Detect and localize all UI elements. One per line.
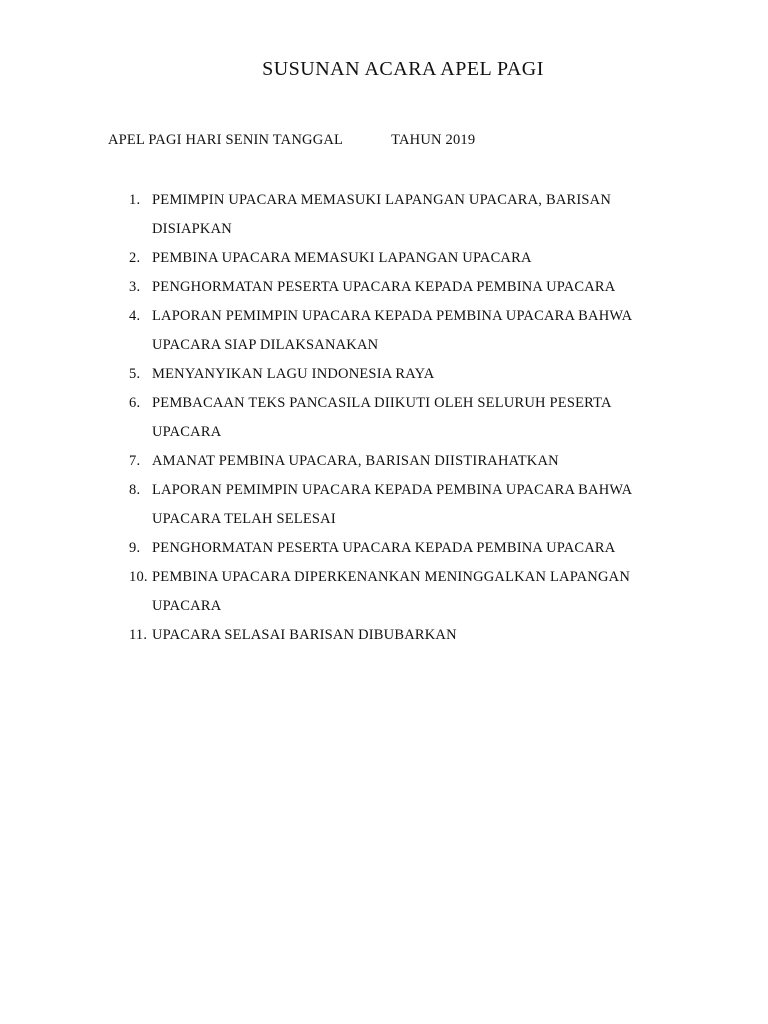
subheading-date-label: APEL PAGI HARI SENIN TANGGAL [108,132,344,148]
list-item-number: 1. [129,192,141,208]
list-item-number: 10. [129,569,148,585]
list-item [0,563,768,621]
list-item [0,476,768,534]
list-item-text: PEMBINA UPACARA MEMASUKI LAPANGAN UPACARA [152,250,532,266]
list-item-number: 7. [129,453,141,469]
list-item [0,186,768,244]
list-item [0,360,768,389]
list-item-text: LAPORAN PEMIMPIN UPACARA KEPADA PEMBINA UPACARA BAHWA [152,308,633,324]
list-item-number: 5. [129,366,141,382]
list-item [0,389,768,447]
list-item-text-continued: UPACARA [152,598,222,614]
list-item [0,621,768,650]
agenda-list [0,186,768,650]
list-item-text: AMANAT PEMBINA UPACARA, BARISAN DIISTIRAHATKAN [152,453,559,469]
list-item [0,447,768,476]
list-item [0,244,768,273]
list-item-number: 6. [129,395,141,411]
list-item-text: PEMBINA UPACARA DIPERKENANKAN MENINGGALKAN LAPANGAN [152,569,630,585]
list-item [0,302,768,360]
list-item-number: 3. [129,279,141,295]
list-item-text: LAPORAN PEMIMPIN UPACARA KEPADA PEMBINA UPACARA BAHWA [152,482,633,498]
page-title: SUSUNAN ACARA APEL PAGI [262,58,544,80]
list-item-text-continued: UPACARA SIAP DILAKSANAKAN [152,337,379,353]
list-item-text-continued: DISIAPKAN [152,221,232,237]
list-item-text: PEMIMPIN UPACARA MEMASUKI LAPANGAN UPACARA, BARISAN [152,192,611,208]
list-item-number: 8. [129,482,141,498]
subheading [108,132,475,149]
list-item-number: 4. [129,308,141,324]
list-item-text: UPACARA SELASAI BARISAN DIBUBARKAN [152,627,457,643]
list-item-text-continued: UPACARA TELAH SELESAI [152,511,336,527]
subheading-year-label: TAHUN 2019 [391,132,476,148]
list-item [0,273,768,302]
list-item-text: PENGHORMATAN PESERTA UPACARA KEPADA PEMBINA UPACARA [152,279,616,295]
list-item-number: 11. [129,627,148,643]
list-item-text: PENGHORMATAN PESERTA UPACARA KEPADA PEMBINA UPACARA [152,540,616,556]
list-item-number: 2. [129,250,141,266]
list-item [0,534,768,563]
list-item-text-continued: UPACARA [152,424,222,440]
list-item-number: 9. [129,540,141,556]
list-item-text: PEMBACAAN TEKS PANCASILA DIIKUTI OLEH SELURUH PESERTA [152,395,612,411]
list-item-text: MENYANYIKAN LAGU INDONESIA RAYA [152,366,435,382]
